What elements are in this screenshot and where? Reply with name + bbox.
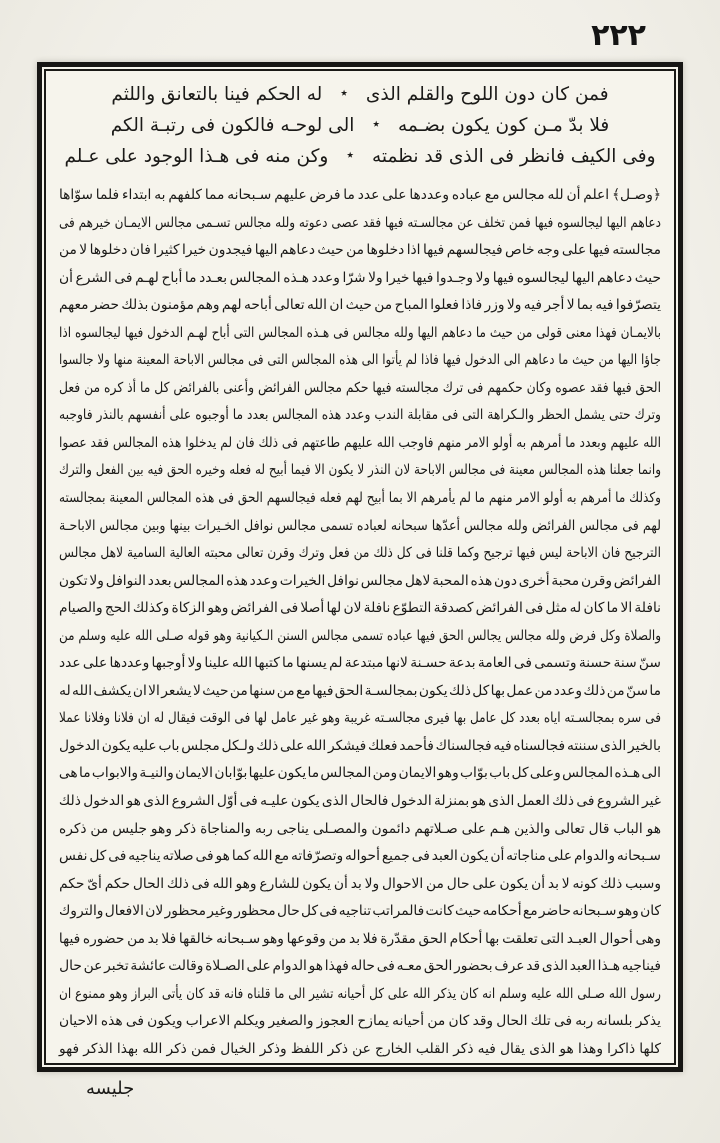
verse-separator-star: ٭ xyxy=(346,147,354,163)
prose-line: وكذلك ما أمرهم به أولو الامر منهم ما لم يأمرهم الا بما أبيح لهم فعله فيجالسهم الحق فى هذه المجالس المعينة بمجالسته xyxy=(59,490,662,507)
prose-line: فيناجيه هـذا العبد الذى قد عرف بحضور الحق معـه فى حاله فهذا هو الدوام على الصـلاة وقالت عائشة تخبر عن حال xyxy=(59,958,661,975)
page-number: ٢٢٢ xyxy=(591,18,646,53)
prose-line: وهى أحوال العبـد التى تعلقت بها أحكام الحق مقدّرة فلا بد من وقوعها وهو سـبحانه خالقها فلا بد من حضوره فيها xyxy=(58,930,661,947)
prose-line: ما سنّ من ذلك وعدد من عمل بها كل ذلك يكون بمجالسـة الحق فيها مع من سنها من حيث لا يشعر الا ان يكشف الله له xyxy=(59,682,661,699)
prose-line: الى هـذه المجالس وعلى كل باب بوّاب وهو الايمان ومن المجالس ما يكون عليها بوّابان الايمان والنيـة والابواب ما هى xyxy=(58,765,661,782)
verse-hemistich: الى لوحـه فالكون فى رتبـة الكم xyxy=(110,115,355,136)
verse-hemistich: له الحكم فينا بالتعانق واللثم xyxy=(111,84,323,105)
prose-line: والصلاة وكل فرض ولله مجالس يجالس الحق فيها عباده تسمى مجالس السنن الـكيانية وهو قوله صـلى الله عليه وسلم من xyxy=(58,627,661,644)
prose-line: لهم فى مجالس الفرائض ولله مجالس أعدّها سبحانه لعباده تسمى مجالس نوافل الخـيرات بينها وبين مجالس الاباحـة xyxy=(58,517,661,534)
verse-line xyxy=(59,111,661,142)
prose-line: يذكر بلسانه ربه فى تلك الحال وقد كان من أحيانه يمازح العجوز والصغير ويكلم الاعراب ويكون فى هذه الاحيان xyxy=(58,1013,661,1030)
prose-line: فى سره بمجالسـته اياه بعدد كل عامل بها فيرى مجالسـته غريبة وهو غير عامل لها فى الوقت فيقال له ان فلانا وفلانا عملا xyxy=(58,710,661,727)
prose-line: ﴿وصـل﴾ اعلم أن لله مجالس مع عباده وعددها على عدد ما فرض عليهم سـبحانه مما كلفهم به ابتداء فلما سوّاها xyxy=(58,187,661,203)
prose-line: وانما جعلنا هذه المجالس معينة فى مجالس الاباحة لان النذر لا يكون الا فيما أبيح له فعله وخيره الحق فيه بين الفعل والترك xyxy=(59,462,662,479)
prose-line: الله عليهم وبعدد ما أمرهم به أولو الامر منهم فاوجب الله عليهم طاعتهم فى ذلك فان لم يدخلوا هذه المجالس فقد عصوا xyxy=(58,434,661,451)
verse-hemistich: فلا بدّ مـن كون يكون بضـمه xyxy=(398,115,610,136)
verse-line xyxy=(59,142,661,173)
prose-line: الترجيح فان الاباحة ليس فيها ترجيح وكما قلنا فى كل ذلك من فعل وترك وقرن تعالى محبته العالية السامية لاهل مجالس xyxy=(59,545,662,562)
page-frame xyxy=(37,62,683,1072)
prose-line: مجالسته فيها على وجه خاص فيجالسهم فيها اذا دخلوها من حيث دعاهم اليها فيجدون خيرا كثيرا فان دخلوها لا من xyxy=(58,242,661,259)
prose-line: بالخير الذى سننته فجالسناه فيه فجالسناك فأحمد فعلك فيشكر الله على ذلك ولـكل مجلس باب عليه يكون الدخول xyxy=(59,737,661,754)
prose-line: كلها ذاكرا وهذا هو الذى يقال فيه ذكر القلب الخارج عن ذكر اللفظ وذكر الخيال فمن ذكر الله بهذا الذكر فهو xyxy=(59,1040,661,1057)
verse-hemistich: وفى الكيف فانظر فى الذى قد نظمته xyxy=(371,146,656,167)
verse-block xyxy=(59,80,661,173)
prose-line: دعاهم اليها ليجالسوه فيها فمن تخلف عن مجالسـته فيها فقد عصى دعوته ولله مجالس تسـمى مجالس الايمـان خيرهم فى xyxy=(59,214,661,231)
prose-line: بالايمـان فهذا معنى قولى من حيث ما دعاهم اليها ولله مجالس فى هـذه المجالس التى أباح لهـم الدخول فيها ليجالسوه اذا xyxy=(59,324,661,341)
verse-separator-star: ٭ xyxy=(372,116,381,132)
prose-line: وسبب ذلك كونه لا بد أن يكون على حال من الاحوال ولا بد أن يكون للشارع وهو الله فى ذلك الحال حكم أىّ حكم xyxy=(59,875,661,892)
prose-line: سنّ سنة حسنة وتسمى فى العامة بدعة حسـنة لانها مبتدعة لم يسنها ما كتبها الله علينا ولا أوجبها وعددها على عدد xyxy=(59,655,661,672)
prose-line: كان وهو سـبحانه حاضر مع أحكامه حيث كانت فالمراتب تناجيه فى كل حال محظور وغير محظور لان الافعال والتروك xyxy=(58,903,661,920)
catchword: جليسه xyxy=(86,1078,135,1099)
verse-hemistich: فمن كان دون اللوح والقلم الذى xyxy=(365,84,609,105)
text-area xyxy=(44,69,676,1065)
prose-line: رسول الله صـلى الله عليه وسلم انه كان يذكر الله على كل أحيانه تشير الى ما قلناه فانه قد كان يأتى البراز وهو ممنوع ان xyxy=(58,985,661,1002)
prose-line: نافلة الا ما كان له مثل فى الفرائض كصدقة التطوّع نافلة لان لها أصلا فى الفرائض وهو الزكاة وكذلك الحج والصيام xyxy=(59,600,661,617)
verse-hemistich: وكن منه فى هـذا الوجود على عـلم xyxy=(64,146,329,167)
prose-line: وترك حتى يشمل الحظر والـكراهة التى فى مقابلة الندب وعدد هذه المجالس بعدد ما أوجبوه على أنفسهم بالنذر فاوجبه xyxy=(58,407,662,424)
prose-line: هو الباب قال تعالى والذين هـم على صـلاتهم دائمون والمصـلى يناجى ربه والمناجاة ذكر وهو جليس من ذكره xyxy=(59,820,661,837)
prose-line: حيث دعاهم اليها ليجالسوه فيها ولا وجـدوا فيها خيرا ولا شرّا وعدد هـذه المجالس بعـدد ما أباح لهـم فى الشرع أن xyxy=(58,269,661,286)
prose-line: الفرائض وقرن محبة أخرى دون هذه المحبة لاهل مجالس نوافل الخيرات وعدد هذه المجالس بعدد النوافل ولا تكون xyxy=(58,572,661,589)
prose-line: غير الشروع فى ذلك العمل الذى هو بمنزلة الدخول فالحال الذى يكون عليـه فى أوّل الشروع الذى هو الدخول ذلك xyxy=(58,793,661,810)
prose-line: الحق فيها فقد عصوه وكان حكمهم فى ترك مجالسته فيها حكم مجالس الفرائض وأعنى بالفرائض كل ما أذ كره من فعل xyxy=(59,379,662,396)
verse-line xyxy=(59,80,661,111)
prose-line: جاؤا اليها من حيث ما دعاهم الى الدخول فيها فاذا لم يأتوا الى هذه المجالس التى فى مجالس الاباحة المعينة منها ولا جالسوا xyxy=(59,352,661,369)
prose-block xyxy=(59,182,661,1064)
verse-separator-star: ٭ xyxy=(340,85,348,101)
prose-line: يتصرّفوا فيه بما لا أجر فيه ولا وزر فاذا فعلوا المباح من حيث ان الله تعالى أباحه لهم وهم مؤمنون بذلك حضر معهم xyxy=(58,297,661,314)
prose-line: سـبحانه والدوام على مناجاته أن يكون العبد فى جميع أحواله وتصرّفاته مع الله كما هو فى صلاته يناجيه فى كل نفس xyxy=(59,848,661,865)
